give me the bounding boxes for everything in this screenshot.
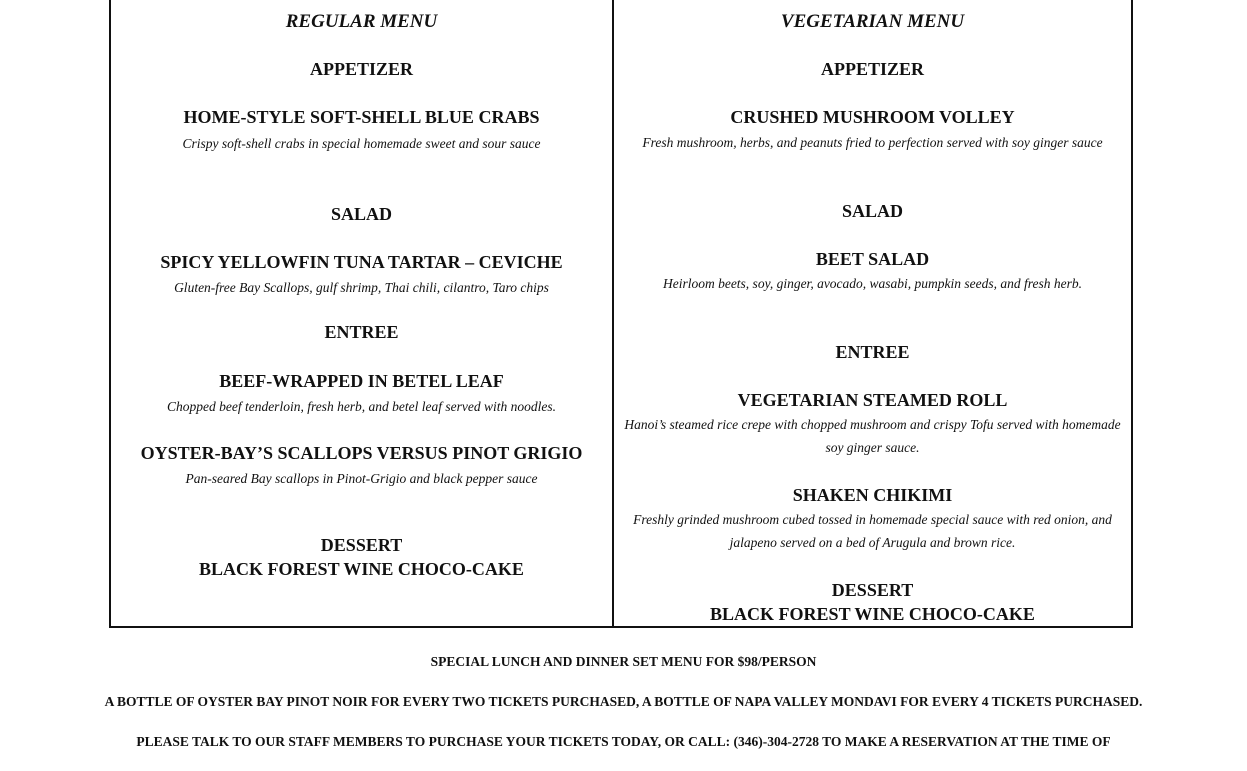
vegetarian-dessert-name: BLACK FOREST WINE CHOCO-CAKE [710, 604, 1035, 624]
vegetarian-entree-heading: ENTREE [835, 342, 910, 362]
vegetarian-menu-title: VEGETARIAN MENU [780, 11, 965, 32]
regular-dessert-name: BLACK FOREST WINE CHOCO-CAKE [199, 559, 524, 579]
reservation-note: PLEASE TALK TO OUR STAFF MEMBERS TO PURCHASE YOUR TICKETS TODAY, OR CALL: (346)-304-2728 TO MAKE A RESERVATION AT THE TIME OF [136, 734, 1111, 749]
regular-entree1-description: Chopped beef tenderloin, fresh herb, and betel leaf served with noodles. [166, 399, 557, 414]
regular-appetizer-name: HOME-STYLE SOFT-SHELL BLUE CRABS [183, 107, 540, 127]
vegetarian-appetizer-description: Fresh mushroom, herbs, and peanuts fried to perfection served with soy ginger sauce [642, 135, 1103, 150]
vegetarian-entree1-description: Hanoi’s steamed rice crepe with chopped mushroom and crispy Tofu served with homemade soy ginger sauce. [624, 417, 1121, 455]
vegetarian-dessert-heading: DESSERT [831, 580, 914, 600]
vegetarian-salad-name: BEET SALAD [815, 249, 930, 269]
regular-salad-name: SPICY YELLOWFIN TUNA TARTAR – CEVICHE [160, 252, 563, 272]
wine-offer-note: A BOTTLE OF OYSTER BAY PINOT NOIR FOR EVERY TWO TICKETS PURCHASED, A BOTTLE OF NAPA VALLEY MONDAVI FOR EVERY 4 TICKETS PURCHASED. [104, 694, 1143, 709]
column-divider [612, 0, 614, 628]
regular-entree1-name: BEEF-WRAPPED IN BETEL LEAF [219, 371, 504, 391]
regular-entree-heading: ENTREE [324, 322, 399, 342]
regular-appetizer-heading: APPETIZER [309, 59, 414, 79]
regular-salad-heading: SALAD [330, 204, 392, 224]
vegetarian-entree1-name: VEGETARIAN STEAMED ROLL [737, 390, 1008, 410]
regular-entree2-description: Pan-seared Bay scallops in Pinot-Grigio and black pepper sauce [185, 471, 538, 486]
vegetarian-entree2-name: SHAKEN CHIKIMI [792, 485, 953, 505]
regular-dessert-heading: DESSERT [320, 535, 403, 555]
regular-entree2-name: OYSTER-BAY’S SCALLOPS VERSUS PINOT GRIGIO [140, 443, 583, 463]
vegetarian-salad-description: Heirloom beets, soy, ginger, avocado, wasabi, pumpkin seeds, and fresh herb. [662, 276, 1083, 291]
vegetarian-appetizer-name: CRUSHED MUSHROOM VOLLEY [730, 107, 1015, 127]
vegetarian-appetizer-heading: APPETIZER [820, 59, 925, 79]
vegetarian-salad-heading: SALAD [841, 201, 903, 221]
set-menu-price-note: SPECIAL LUNCH AND DINNER SET MENU FOR $98/PERSON [430, 654, 817, 669]
regular-appetizer-description: Crispy soft-shell crabs in special homemade sweet and sour sauce [182, 136, 541, 151]
vegetarian-entree2-description: Freshly grinded mushroom cubed tossed in homemade special sauce with red onion, and jalapeno served on a bed of Arugula and brown rice. [633, 512, 1112, 550]
regular-menu-title: REGULAR MENU [285, 11, 438, 32]
regular-salad-description: Gluten-free Bay Scallops, gulf shrimp, Thai chili, cilantro, Taro chips [174, 280, 549, 295]
